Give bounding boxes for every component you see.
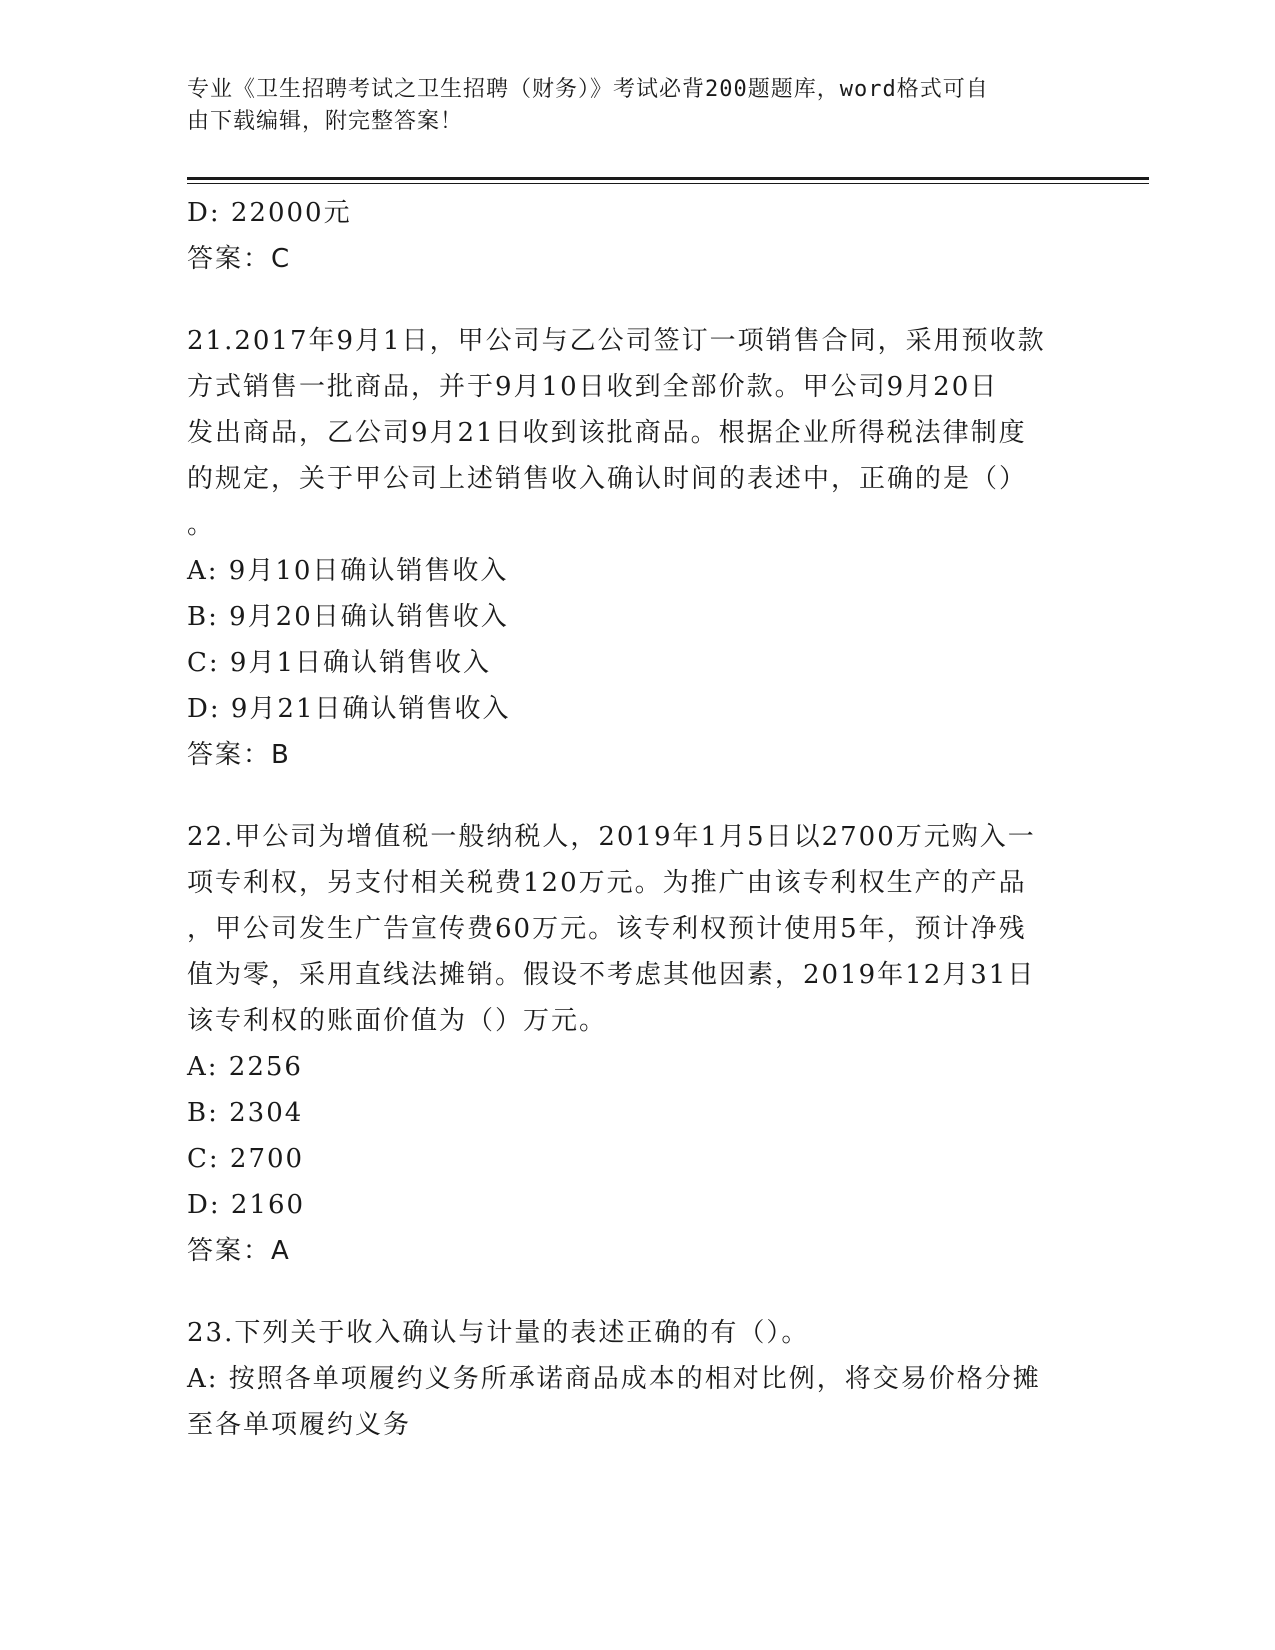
answer-label: 答案：B (187, 740, 291, 770)
question-stem-line: 项专利权，另支付相关税费120万元。为推广由该专利权生产的产品 (187, 868, 1027, 898)
header-divider-thick (187, 177, 1149, 180)
option-a: A: 9月10日确认销售收入 (187, 556, 509, 586)
question-23 (187, 1310, 1087, 1448)
option-a: A: 2256 (187, 1052, 303, 1082)
spacer (187, 282, 1087, 318)
option-c: C: 2700 (187, 1144, 305, 1174)
document-body (187, 190, 1087, 1448)
question-stem-line: 21.2017年9月1日，甲公司与乙公司签订一项销售合同，采用预收款 (187, 326, 1046, 356)
question-stem-line: ，甲公司发生广告宣传费60万元。该专利权预计使用5年，预计净残 (187, 914, 1027, 944)
question-22 (187, 814, 1087, 1274)
spacer (187, 778, 1087, 814)
question-stem-line: 23.下列关于收入确认与计量的表述正确的有（）。 (187, 1318, 810, 1348)
question-stem-line: 。 (187, 510, 216, 540)
question-stem-line: 发出商品，乙公司9月21日收到该批商品。根据企业所得税法律制度 (187, 418, 1027, 448)
question-stem-line: 的规定，关于甲公司上述销售收入确认时间的表述中，正确的是（） (187, 464, 1028, 494)
header-line-2: 由下载编辑，附完整答案！ (187, 109, 464, 134)
answer-label: 答案：A (187, 1236, 291, 1266)
option-d: D: 22000元 (187, 198, 352, 228)
option-b: B: 2304 (187, 1098, 304, 1128)
option-d: D: 2160 (187, 1190, 306, 1220)
option-b: B: 9月20日确认销售收入 (187, 602, 509, 632)
option-a-continued: 至各单项履约义务 (187, 1410, 412, 1440)
spacer (187, 1274, 1087, 1310)
header-line-1: 专业《卫生招聘考试之卫生招聘（财务）》考试必背200题题库，word格式可自 (187, 77, 989, 102)
question-stem-line: 值为零，采用直线法摊销。假设不考虑其他因素，2019年12月31日 (187, 960, 1036, 990)
option-a: A: 按照各单项履约义务所承诺商品成本的相对比例，将交易价格分摊 (187, 1364, 1041, 1394)
question-stem-line: 22.甲公司为增值税一般纳税人，2019年1月5日以2700万元购入一 (187, 822, 1036, 852)
header-divider-thin (187, 183, 1149, 184)
question-stem-line: 该专利权的账面价值为（）万元。 (187, 1006, 608, 1036)
question-21 (187, 318, 1087, 778)
option-c: C: 9月1日确认销售收入 (187, 648, 492, 678)
option-d: D: 9月21日确认销售收入 (187, 694, 511, 724)
answer-label: 答案：C (187, 244, 292, 274)
document-header (187, 74, 1087, 138)
question-stem-line: 方式销售一批商品，并于9月10日收到全部价款。甲公司9月20日 (187, 372, 999, 402)
